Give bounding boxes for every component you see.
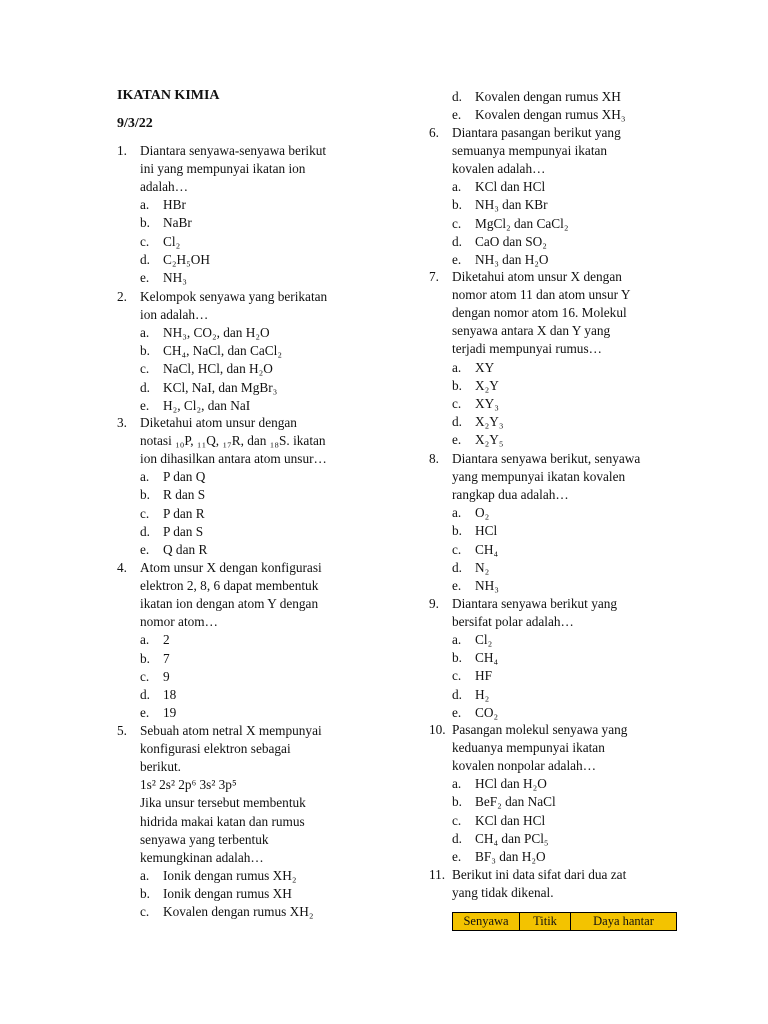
option-letter: a. [452, 179, 462, 195]
question-text: notasi ₁₀P, ₁₁Q, ₁₇R, dan ₁₈S. ikatan [140, 433, 326, 449]
option-text: Kovalen dengan rumus XH₂ [163, 904, 314, 919]
question-text: konfigurasi elektron sebagai [140, 741, 291, 757]
option-letter: c. [452, 215, 462, 231]
option-text: CH₄ dan PCl₅ [475, 830, 549, 846]
question-text: dengan nomor atom 16. Molekul [452, 305, 627, 321]
table-header-cell: Daya hantar [593, 914, 654, 928]
option-letter: a. [140, 867, 150, 883]
question-text: nomor atom… [140, 614, 218, 630]
option-text: KCl dan HCl [475, 812, 546, 828]
question-text: nomor atom 11 dan atom unsur Y [452, 287, 631, 303]
option-letter: d. [452, 559, 462, 575]
option-letter: e. [140, 541, 150, 557]
option-letter: e. [452, 251, 462, 267]
option-letter: c. [140, 361, 150, 377]
option-text: CO₂ [475, 704, 499, 720]
table-header-cell: Senyawa [453, 913, 520, 930]
option-letter: b. [452, 650, 462, 666]
property-table-header [452, 912, 677, 931]
question-number: 9. [429, 596, 439, 611]
question-text: Sebuah atom netral X mempunyai [140, 723, 322, 738]
option-text: Ionik dengan rumus XH₂ [163, 867, 297, 883]
question-number: 6. [429, 125, 439, 140]
option-letter: b. [452, 523, 462, 539]
question-text: adalah… [140, 179, 188, 195]
question-text: ion dihasilkan antara atom unsur… [140, 451, 327, 467]
option-letter: e. [140, 269, 150, 285]
option-text: XY [475, 359, 495, 375]
option-letter: c. [140, 904, 150, 919]
question-text: ikatan ion dengan atom Y dengan [140, 596, 319, 612]
option-text: P dan R [163, 505, 205, 521]
question-text: rangkap dua adalah… [452, 487, 569, 503]
document-date: 9/3/22 [117, 116, 153, 131]
option-text: H₂, Cl₂, dan NaI [163, 397, 251, 413]
option-text: CH₄ [475, 650, 499, 666]
question-text: senyawa antara X dan Y yang [452, 323, 611, 339]
option-letter: e. [452, 107, 462, 123]
question-text: Diantara senyawa-senyawa berikut [140, 143, 327, 158]
option-letter: b. [140, 487, 150, 503]
document-title: IKATAN KIMIA [117, 88, 220, 103]
option-text: HBr [163, 197, 186, 213]
question-number: 7. [429, 269, 439, 284]
question-number: 3. [117, 415, 127, 430]
option-text: O₂ [475, 505, 490, 521]
option-text: X₂Y [475, 377, 499, 393]
option-letter: a. [140, 197, 150, 213]
option-text: R dan S [163, 487, 206, 503]
option-text: Kovalen dengan rumus XH₃ [475, 107, 626, 123]
question-text: 1s² 2s² 2p⁶ 3s² 3p⁵ [140, 777, 237, 793]
option-text: X₂Y₃ [475, 413, 504, 429]
option-letter: a. [140, 469, 150, 485]
option-text: X₂Y₅ [475, 431, 504, 447]
question-text: ini yang mempunyai ikatan ion [140, 161, 306, 177]
option-letter: a. [140, 632, 150, 648]
option-text: CH₄, NaCl, dan CaCl₂ [163, 343, 282, 359]
question-text: senyawa yang terbentuk [140, 831, 269, 847]
option-letter: a. [140, 325, 150, 341]
option-text: KCl, NaI, dan MgBr₃ [163, 379, 278, 395]
option-text: NaCl, HCl, dan H₂O [163, 361, 273, 377]
option-letter: b. [140, 343, 150, 359]
option-text: Cl₂ [475, 632, 493, 648]
option-letter: d. [140, 523, 150, 539]
option-text: HCl [475, 523, 498, 539]
option-letter: b. [452, 794, 462, 810]
option-text: P dan Q [163, 469, 206, 485]
option-text: 18 [163, 686, 177, 702]
option-letter: c. [452, 541, 462, 557]
option-letter: d. [452, 233, 462, 249]
option-letter: c. [452, 812, 462, 828]
option-text: NaBr [163, 215, 192, 231]
option-letter: d. [140, 379, 150, 395]
option-text: Ionik dengan rumus XH [163, 885, 292, 901]
option-letter: d. [452, 686, 462, 702]
question-text: Kelompok senyawa yang berikatan [140, 289, 328, 304]
option-text: Kovalen dengan rumus XH [475, 89, 621, 104]
option-letter: c. [452, 395, 462, 411]
question-number: 5. [117, 723, 127, 738]
option-letter: a. [452, 632, 462, 648]
option-text: 7 [163, 650, 170, 666]
option-letter: e. [452, 704, 462, 720]
question-text: kovalen adalah… [452, 161, 546, 177]
option-letter: d. [452, 413, 462, 429]
option-letter: c. [140, 668, 150, 684]
question-text: Diketahui atom unsur dengan [140, 415, 297, 430]
question-number: 8. [429, 451, 439, 466]
option-text: MgCl₂ dan CaCl₂ [475, 215, 569, 231]
option-letter: b. [452, 377, 462, 393]
option-text: C₂H₅OH [163, 251, 210, 267]
question-text: Pasangan molekul senyawa yang [452, 722, 628, 737]
option-letter: c. [452, 668, 462, 684]
question-text: bersifat polar adalah… [452, 614, 574, 630]
question-text: Diantara senyawa berikut yang [452, 596, 618, 611]
question-number: 11. [429, 867, 446, 882]
option-text: NH₃ [475, 577, 499, 593]
option-letter: b. [140, 885, 150, 901]
question-text: kemungkinan adalah… [140, 849, 264, 865]
option-text: BF₃ dan H₂O [475, 848, 546, 864]
question-number: 2. [117, 289, 127, 304]
option-letter: d. [452, 89, 462, 104]
option-text: XY₃ [475, 395, 499, 411]
question-text: Jika unsur tersebut membentuk [140, 795, 306, 811]
table-header-cell: Titik [520, 913, 571, 930]
option-text: CH₄ [475, 541, 499, 557]
option-text: HF [475, 668, 492, 684]
option-letter: a. [452, 359, 462, 375]
option-letter: a. [452, 776, 462, 792]
question-text: Berikut ini data sifat dari dua zat [452, 867, 627, 882]
option-text: Cl₂ [163, 233, 181, 249]
question-text: ion adalah… [140, 307, 209, 323]
option-letter: b. [140, 650, 150, 666]
option-text: CaO dan SO₂ [475, 233, 547, 249]
question-number: 1. [117, 143, 127, 158]
option-letter: c. [140, 505, 150, 521]
option-letter: e. [140, 704, 150, 720]
option-text: HCl dan H₂O [475, 776, 547, 792]
question-text: yang tidak dikenal. [452, 885, 554, 901]
option-letter: a. [452, 505, 462, 521]
option-letter: e. [452, 848, 462, 864]
question-text: hidrida makai katan dan rumus [140, 813, 305, 829]
option-letter: d. [140, 686, 150, 702]
option-letter: e. [452, 577, 462, 593]
option-text: P dan S [163, 523, 204, 539]
question-text: berikut. [140, 759, 181, 775]
option-text: NH₃ dan KBr [475, 197, 548, 213]
question-text: Diantara pasangan berikut yang [452, 125, 621, 140]
option-text: 2 [163, 632, 170, 648]
option-text: NH₃, CO₂, dan H₂O [163, 325, 270, 341]
option-text: KCl dan HCl [475, 179, 546, 195]
question-text: Diantara senyawa berikut, senyawa [452, 451, 641, 466]
option-text: Q dan R [163, 541, 208, 557]
option-letter: d. [452, 830, 462, 846]
question-text: semuanya mempunyai ikatan [452, 143, 608, 159]
option-text: N₂ [475, 559, 490, 575]
question-text: terjadi mempunyai rumus… [452, 341, 602, 357]
option-letter: c. [140, 233, 150, 249]
option-text: BeF₂ dan NaCl [475, 794, 556, 810]
option-letter: b. [140, 215, 150, 231]
option-letter: d. [140, 251, 150, 267]
question-text: elektron 2, 8, 6 dapat membentuk [140, 578, 319, 594]
question-text: yang mempunyai ikatan kovalen [452, 469, 626, 485]
option-letter: e. [140, 397, 150, 413]
option-text: H₂ [475, 686, 490, 702]
option-text: 19 [163, 704, 177, 720]
question-text: keduanya mempunyai ikatan [452, 740, 605, 756]
question-number: 4. [117, 560, 127, 575]
question-text: Diketahui atom unsur X dengan [452, 269, 622, 284]
option-text: 9 [163, 668, 170, 684]
option-text: NH₃ [163, 269, 187, 285]
option-letter: b. [452, 197, 462, 213]
question-text: Atom unsur X dengan konfigurasi [140, 560, 322, 575]
question-text: kovalen nonpolar adalah… [452, 758, 596, 774]
question-number: 10. [429, 722, 446, 737]
option-letter: e. [452, 431, 462, 447]
option-text: NH₃ dan H₂O [475, 251, 549, 267]
